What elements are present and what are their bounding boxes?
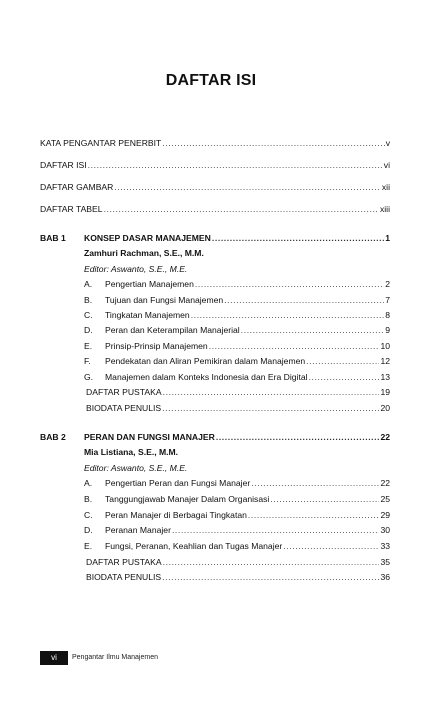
chapter-title: PERAN DAN FUNGSI MANAJER — [84, 432, 215, 442]
toc-section[interactable] — [105, 356, 390, 367]
toc-section[interactable] — [105, 325, 390, 336]
dot-leader — [163, 557, 380, 568]
page-title: DAFTAR ISI — [165, 72, 257, 89]
extra-label: DAFTAR PUSTAKA — [86, 557, 162, 567]
toc-section[interactable] — [105, 372, 390, 383]
toc-section[interactable] — [105, 341, 390, 352]
section-letter: D. — [84, 525, 93, 535]
section-label: Prinsip-Prinsip Manajemen — [105, 341, 208, 351]
section-label: Peran Manajer di Berbagai Tingkatan — [105, 510, 247, 520]
toc-section[interactable] — [105, 279, 390, 290]
section-label: Pengertian Manajemen — [105, 279, 194, 289]
section-page: 29 — [380, 510, 390, 520]
extra-label: BIODATA PENULIS — [86, 403, 162, 413]
section-page: 33 — [380, 541, 390, 551]
chapter-page: 22 — [380, 432, 390, 442]
section-letter: D. — [84, 325, 93, 335]
section-page: 8 — [385, 310, 390, 320]
section-label: Tujuan dan Fungsi Manajemen — [105, 295, 224, 305]
extra-page: 36 — [380, 572, 390, 582]
chapter-editor: Editor: Aswanto, S.E., M.E. — [84, 264, 188, 274]
toc-entry-daftar-tabel[interactable] — [40, 204, 390, 215]
dot-leader — [212, 233, 384, 244]
section-letter: B. — [84, 295, 93, 305]
toc-entry-page: vi — [383, 160, 390, 170]
extra-page: 35 — [380, 557, 390, 567]
section-label: Pengertian Peran dan Fungsi Manajer — [105, 478, 251, 488]
dot-leader — [162, 403, 379, 414]
toc-section[interactable] — [105, 525, 390, 536]
dot-leader — [209, 341, 380, 352]
section-label: Pendekatan dan Aliran Pemikiran dalam Manajemen — [105, 356, 306, 366]
chapter-number: BAB 1 — [40, 233, 66, 243]
section-letter: A. — [84, 478, 93, 488]
chapter-number: BAB 2 — [40, 432, 66, 442]
extra-label: BIODATA PENULIS — [86, 572, 162, 582]
section-letter: E. — [84, 541, 93, 551]
dot-leader — [163, 387, 380, 398]
section-label: Manajemen dalam Konteks Indonesia dan Era Digital — [105, 372, 308, 382]
toc-chapter-title[interactable] — [84, 233, 390, 244]
toc-section[interactable] — [105, 541, 390, 552]
section-page: 10 — [380, 341, 390, 351]
section-page: 22 — [380, 478, 390, 488]
toc-entry-label: DAFTAR GAMBAR — [40, 182, 114, 192]
section-label: Tanggungjawab Manajer Dalam Organisasi — [105, 494, 270, 504]
section-letter: C. — [84, 310, 93, 320]
dot-leader — [162, 138, 384, 149]
toc-section[interactable] — [105, 494, 390, 505]
toc-entry-label: KATA PENGANTAR PENERBIT — [40, 138, 162, 148]
section-letter: F. — [84, 356, 91, 366]
dot-leader — [306, 356, 379, 367]
chapter-author: Zamhuri Rachman, S.E., M.M. — [84, 248, 204, 258]
section-label: Tingkatan Manajemen — [105, 310, 190, 320]
section-label: Fungsi, Peranan, Keahlian dan Tugas Manajer — [105, 541, 283, 551]
toc-chapter-title[interactable] — [84, 432, 390, 443]
section-letter: G. — [84, 372, 94, 382]
dot-leader — [283, 541, 379, 552]
dot-leader — [114, 182, 381, 193]
toc-entry-page: xiii — [379, 204, 390, 214]
toc-entry-page: xii — [381, 182, 390, 192]
dot-leader — [309, 372, 380, 383]
section-letter: B. — [84, 494, 93, 504]
section-label: Peranan Manajer — [105, 525, 171, 535]
toc-biodata-penulis[interactable] — [86, 572, 390, 583]
extra-page: 20 — [380, 403, 390, 413]
section-page: 9 — [385, 325, 390, 335]
dot-leader — [251, 478, 379, 489]
toc-section[interactable] — [105, 478, 390, 489]
section-page: 7 — [385, 295, 390, 305]
section-letter: E. — [84, 341, 93, 351]
dot-leader — [216, 432, 380, 443]
section-page: 30 — [380, 525, 390, 535]
toc-entry-label: DAFTAR ISI — [40, 160, 87, 170]
section-label: Peran dan Keterampilan Manajerial — [105, 325, 240, 335]
chapter-author: Mia Listiana, S.E., M.M. — [84, 447, 179, 457]
dot-leader — [248, 510, 380, 521]
toc-entry-page: v — [385, 138, 390, 148]
toc-entry-kata-pengantar[interactable] — [40, 138, 390, 149]
dot-leader — [172, 525, 380, 536]
footer-page-number: vi — [40, 651, 68, 665]
extra-page: 19 — [380, 387, 390, 397]
toc-entry-daftar-isi[interactable] — [40, 160, 390, 171]
section-letter: A. — [84, 279, 93, 289]
dot-leader — [241, 325, 385, 336]
toc-biodata-penulis[interactable] — [86, 403, 390, 414]
section-page: 2 — [385, 279, 390, 289]
section-letter: C. — [84, 510, 93, 520]
toc-daftar-pustaka[interactable] — [86, 387, 390, 398]
dot-leader — [195, 279, 384, 290]
dot-leader — [224, 295, 384, 306]
section-page: 13 — [380, 372, 390, 382]
chapter-page: 1 — [385, 233, 390, 243]
section-page: 25 — [380, 494, 390, 504]
dot-leader — [88, 160, 383, 171]
toc-daftar-pustaka[interactable] — [86, 557, 390, 568]
chapter-title: KONSEP DASAR MANAJEMEN — [84, 233, 211, 243]
dot-leader — [191, 310, 385, 321]
dot-leader — [104, 204, 379, 215]
toc-section[interactable] — [105, 510, 390, 521]
toc-entry-label: DAFTAR TABEL — [40, 204, 103, 214]
toc-entry-daftar-gambar[interactable] — [40, 182, 390, 193]
extra-label: DAFTAR PUSTAKA — [86, 387, 162, 397]
chapter-editor: Editor: Aswanto, S.E., M.E. — [84, 463, 188, 473]
dot-leader — [162, 572, 379, 583]
toc-section[interactable] — [105, 295, 390, 306]
dot-leader — [270, 494, 379, 505]
footer-book-title: Pengantar Ilmu Manajemen — [72, 654, 158, 661]
section-page: 12 — [380, 356, 390, 366]
toc-section[interactable] — [105, 310, 390, 321]
